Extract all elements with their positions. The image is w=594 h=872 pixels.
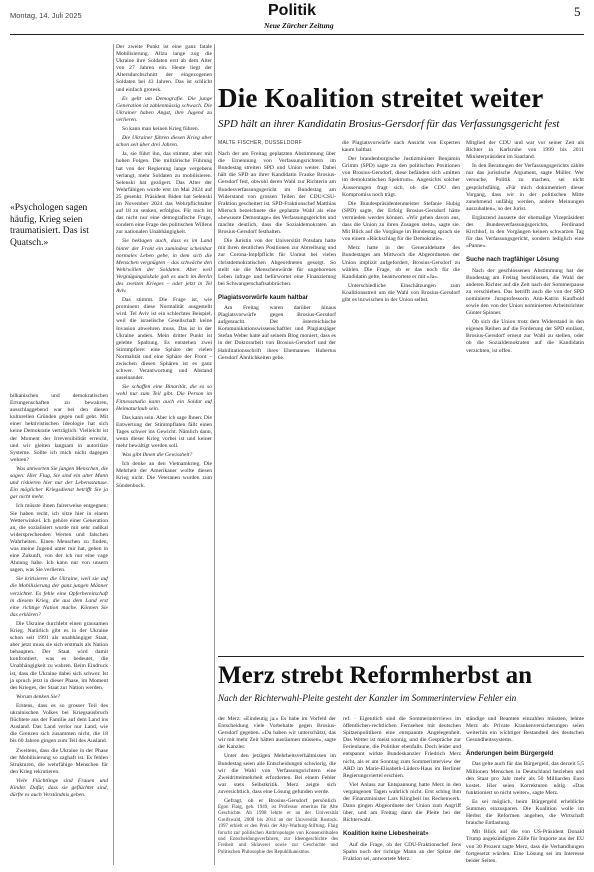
paragraph: Es sei möglich, beim Bürgergeld erhebliche Summen einzusparen. Die Koalition wolle im Herbst die Reformen angehen, die Wirtschaft brauche Entlastung. [466, 798, 584, 827]
column-divider [214, 44, 215, 865]
paragraph: Sie kritisieren die Ukraine, weil sie auf die Mobilisierung der ganz jungen Männer verzichtet. Es fehle eine Opferbereitschaft in diesem Krieg, die aus dem Land erst eine richtige Nation mache. Können Sie das erklären? [10, 576, 108, 618]
paragraph: Nach der geschlossenen Abstimmung hat der Bundestag am Freitag beschlossen, die Wahl der anderen Richter auf die Zeit nach der Sommerpause zu verschieben. Das betrifft auch die von der SPD nominierte Juraprofessorin Ann-Katrin Kaufhold sowie den von der Union nominierten Arbeitsrichter Günter Spinner. [466, 267, 584, 317]
paragraph: Mit Blick auf die von US-Präsident Donald Trump angekündigten Zölle für Importe aus der EU von 30 Prozent sagte Merz, dass die Verhandlungen fortgesetzt würden. Eine Lösung sei im Interesse beider Seiten. [466, 829, 584, 864]
paragraph: Viel Anlass zur Entspannung hatte Merz in den vergangenen Tagen wahrlich nicht. Erst schlug ihm der Finanzminister Lars Klingbeil ins Rechenwerk. Dann gingen Abgeordnete der Union zum Angriff über, und am Freitag dann die Pleite bei der Richterwahl. [343, 781, 461, 824]
paragraph: Ja, sie führt ihn, das stimmt, aber mit hohen Folgen. Die militärische Führung hat von der Regierung lange vergebens verlangt, mehr Soldaten zu mobilisieren. Selenski hat gezögert. Das Alter der Wehrfähigen wurde erst im Mai 2024 auf 25 gesenkt. Präsident Biden hat Selenski im November 2024 das Wehrpflichtalter auf 18 zu senken, erfolglos. Für mich ist das nicht nur eine demografische Frage, sondern eine Frage des politischen Willens zur nationalen Unabhängigkeit. [116, 151, 212, 236]
subheading: Änderungen beim Bürgergeld [466, 750, 554, 758]
main-subheadline: SPD hält an ihrer Kandidatin Brosius-Gersdorf für das Verfassungsgericht fest [218, 118, 560, 130]
paragraph: Unterschiedliche Einschätzungen zum Koalitionsstreit um die Wahl von Brosius-Gersdorf gibt es inzwischen in der Union selbst. [342, 282, 460, 303]
newspaper-name: Neue Zürcher Zeitung [264, 21, 334, 30]
paragraph: Die Bundespräsidentenmeister Stefanie Hubig (SPD) sagte, der Erfolg Brosius-Gersdorf hätte vermieden werden können. «Wir gehen davon aus, dass die Union zu ihren Zusagen steht», sagte sie. Mit Blick auf die Vorgänge im Bundestag sprach sie von einem «Rückschlag für die Demokratie». [342, 200, 460, 243]
paragraph: Worum denken Sie? [16, 693, 61, 700]
main-headline: Die Koalition streitet weiter [218, 83, 544, 113]
section-title: Politik [268, 2, 317, 19]
paragraph: Was gibt Ihnen die Gewissheit? [122, 452, 193, 459]
main-article-column-3 [466, 140, 584, 650]
paragraph: die Plagiatsvorwürfe nach Ansicht von Experten kaum haltbar. [342, 140, 460, 154]
subheading: Koalition keine Liebesheirat» [343, 830, 429, 838]
page-number: 5 [574, 4, 581, 19]
article-separator [218, 656, 584, 657]
paragraph: Ob sich die Union trotz dem Widerstand in den eigenen Reihen auf die Forderung der SPD einlässt, Brosius-Gersdorf erneut zur Wahl zu stellen, oder ob die Sozialdemokraten auf die Kandidatin verzichten, ist offen. [466, 319, 584, 354]
paragraph: Nach der am Freitag geplatzten Abstimmung über die Ernennung von Verfassungsrichtern im Bundestag streiten SPD und Union weiter. Dabei hält die SPD an ihrer Kandidatin Frauke Brosius-Gersdorf fest, obwohl deren Wahl zur Richterin am Bundesverfassungsgericht im Bundestag am Widerstand von grossen Teilen der CDU/CSU-Fraktion gescheitert ist. SPD-Fraktionschef Matthias Miersch bezeichnete die geplatzte Wahl als eine «bewusste Demontage» des Verfassungsgerichts und machte deutlich, dass die Sozialdemokraten an Brosius-Gersdorf festhalten. [218, 151, 336, 236]
left-article-column-2 [116, 44, 212, 865]
main-article-column-2 [342, 140, 460, 650]
paragraph: Auf die Frage, ob der CDU-Fraktionschef Jens Spahn noch der richtige Mann an der Spitze der Fraktion sei, antwortete Merz. [343, 841, 461, 862]
issue-date: Montag, 14. Juli 2025 [10, 11, 82, 20]
paragraph: Merz hatte in der Generaldebatte des Bundestages am Mittwoch die Abgeordneten der Union implizit aufgefordert, Brosius-Gersdorf zu wählen. Die Frage, ob er das noch für die Kandidatin gelte, beantwortete er mit «Ja». [342, 245, 460, 280]
paragraph: Mitglied der CDU und war vor seiner Zeit als Richter in Karlsruhe von 1999 bis 2011 Ministerpräsident im Saarland. [466, 140, 584, 161]
paragraph: Unter den jetzigen Mehrheitsverhältnissen im Bundestag seien alle Entscheidungen schwierig, die wir die Wahl von Verfassungsrichtern eine Zweidrittelmehrheit erforderten. Bei einem Fehler war stets Selbstkritik. Merz zeigte sich zuversichtlich, dass eine Lösung gefunden werde. [218, 753, 336, 795]
byline: MALTE FISCHER, DÜSSELDORF [218, 140, 303, 146]
paragraph: So kann man keinen Krieg führen. [122, 126, 200, 133]
second-article-column-1 [343, 716, 461, 866]
second-subheadline: Nach der Richterwahl-Pleite gesteht der Kanzler im Sommerinterview Fehler ein [218, 693, 517, 703]
paragraph: ständige und Beamten einzahlen müssten, lehnte Merz ab. Private Krankenversicherungen seien weiterhin ein wichtiger Bestandteil des deutschen Gesundheitssystems. [466, 716, 584, 744]
paragraph: Die Juristin von der Universität Potsdam hatte mit ihren deutlichen Positionen zur Abtreibung und zur Corona-Impfpflicht für Unmut bei vielen christdemokratischen Abgeordneten gesorgt. So stellt sie die Menschenwürde für ungeborenes Leben infrage und befürwortet eine Finanzierung bei Schwangerschaftsabbrüchen. [218, 238, 336, 287]
paragraph: Der brandenburgische Justizminister Benjamin Grimm (SPD) sagte zu den politischen Positionen von Brosius-Gersdorf, diese befänden sich «mitten im demokratischen Spektrum». Angesichts solcher Äusserungen fragt sich, ob die CDU den Kompromiss noch trägt. [342, 156, 460, 198]
main-article-column-1 [218, 140, 336, 650]
paragraph: Das gelte auch für das Bürgergeld, das derzeit 5,5 Millionen Menschen in Deutschland beziehen und den Staat pro Jahr mehr als 50 Milliarden Euro kostet. Hier seien Korrekturen nötig. «Das funktioniert so nicht weiter», sagte Merz. [466, 761, 584, 796]
paragraph: ref. · Eigentlich sind die Sommerinterviews im öffentlichen-rechtlichen Fernsehen mit deutschen Spitzenpolitikern eine entspannte Angelegenheit. Das Wetter ist meist sonnig, und die Gespräche zur Ferienlaune, die Politiker ebenfalls. Doch leider und entspannt wirkte Bundeskanzler Friedrich Merz nicht, als er am Sonntag zum Sommerinterview der ARD im Marie-Elisabeth-Lüders-Haus im Berliner Regierungsviertel erschien. [343, 716, 461, 779]
paragraph: bilkanischen und demokratischen Errungenschaften zu bewahren, ausschlaggebend war bei den diesen kulturellen Gründen gegen null geht. Mit einer hektivistischen Ideologie hat sich keine Demokratie verträglich. Vielleicht ist der Moment der Irreversibilität erreicht, und wir gleiten langsam in autoritäre Systeme. Sollte ich mich nicht dagegen wehren? [10, 393, 108, 463]
paragraph: Was antworten Sie jungen Menschen, die sagen: Hier Flug, Sie sind ein alter Mann und riskieren hier nur der Lebensstatuse. Ein möglicher Kriegsdienst betrifft Sie ja gar nicht mehr. [10, 465, 108, 501]
interview-continuation [218, 716, 336, 804]
paragraph: Es geht um Demografie. Die junge Generation ist zahlenmässig schwach. Die Ukrainer haben Angst, ihre Jugend zu verlieren. [116, 95, 212, 123]
paragraph: In den Beratungen der Verfassungsgerichts zählte nur das juristische Argument, sagte Müller. Wer versuche, Politik zu machen, sei nicht gesprächsfähig. «Für mich dokumentiert dieser Vorgang, dass wir in der politischen Mitte zunehmend unfähig werden, andere Meinungen auszuhalten», so der Jurist. [466, 163, 584, 212]
paragraph: Die Ukraine durchlebt einen grausamen Krieg. Natürlich gibt es in der Ukraine schon seit 1991 als unabhängiger Staat, aber jetzt muss sie sich erstmals als Nation behaupten. Der Staat wird damit konfrontiert, was es bedeutet, die Unabhängigkeit zu wahren. Beim Eindruck ist, dass die Ukraine dabei sich schwer. Ist ja spruch jetzt in dieser Phase, im Moment des Krieges, der Staat zur Nation werden. [10, 620, 108, 691]
subheading: Plagiatsvorwürfe kaum haltbar [218, 293, 309, 301]
paragraph: Die Ukrainer führen diesen Krieg aber schon seit über drei Jahren. [116, 135, 212, 149]
paragraph: der Merz: «Eindeutig ja.» Es habe im Vorfeld der Entscheidung viele Vorbehalte gegen Brosius-Gersdorf gegeben. «Da haben wir unterschätzt, das wir mit mehr Zeit hätten ausräumen müssen», sagte der Kanzler. [218, 716, 336, 751]
paragraph: Das kann sein. Aber ich sage Ihnen: Die Entwertung der Stimmpflaten fällt einen Tages schwer ins Gewicht. Nämlich dann, wenn dieser Krieg vorbei ist und keiner mehr bewältigt werden soll. [116, 414, 212, 450]
second-article-column-3 [466, 716, 584, 866]
paragraph: Ergänzend äusserte der ehemalige Vizepräsident des Bundesverfassungsgerichts, Ferdinand Kirchhof, in den Vorgängen keinen schwarzen Tag für das Verfassungsgericht, sondern lediglich eine «Panne». [466, 214, 584, 250]
paragraph: Viele Flüchtlinge sind Frauen und Kinder. Dafür, dass sie geflüchtet sind, dürfte es auch Verständnis geben. [10, 777, 108, 799]
header-rule [10, 34, 584, 35]
paragraph: Der zweite Punkt ist eine ganz fatale Mobilisierung. Allzu lange zog die Ukraine ihre Soldaten erst ab dem Alter von 27 Jahren ein. Heute liegt der Altersdurchschnitt der eingezogenen Soldaten bei 43 Jahren. Das ist schlicht und einfach grotesk. [116, 44, 212, 93]
paragraph: Das stimmt. Die Frage ist, wie prominent diese Normalität ausgestellt wird. Tel Aviv ist ein schlechtes Beispiel, weil die israelische Gesellschaft keine Invasion abwehren muss. Das ist in der Ukraine anders. Mein dritter Punkt ist gelebte Spaltung. Es entstehen zwei Stimmpfiere: eine Sphäre der vielen Normalität und eine Sphäre der Front – zwischen diesen Sphären ist es ganz schwer. Verantwortung und Abstand auseinander. [116, 297, 212, 382]
paragraph: Erstens, dass es so grosser Teil des ukrainischen Volkes bei Kriegsausbruch flüchtete aus der Familie auf dem Land ins Ausland. Das Land verlor nur Land, wie die Grenzen sich zusammen nicht, die 18 bis 60 Jahren gingen zum Teil des Ausland. [10, 702, 108, 745]
column-divider [113, 44, 114, 865]
paragraph: Gefragt, ob er Brosius-Gersdorf persönlich [224, 798, 336, 804]
paragraph: Sie beklagen auch, dass es im Land hinter der Front ein zumindest scheinbar normales Leben gebe, in dem sich die Menschen vergnügten – das schwäche den Wehrwillen der Soldaten. Aber weil Vergnügungslokale gab es auch im Berlin des zweiten Krieges – oder jetzt in Tel Aviv. [116, 238, 212, 295]
pull-quote: «Psychologen sagen häufig, Krieg seien traumatisiert. Das ist Quatsch.» [10, 203, 89, 248]
paragraph: Zweitens, dass die Ukraine in der Phase der Mobilisierung so zaghaft ist. Es fehlen Strukturen, die wehrfähige Menschen für den Krieg rekrutieren. [10, 747, 108, 775]
subheading: Suche nach tragfähiger Lösung [466, 256, 559, 264]
paragraph: Sie schaffen eine Binarität, die es so wohl nur zum Teil gibt. Die Person im Fitnessstudio kann auch ein Soldat auf Heimaturlaub sein. [116, 384, 212, 412]
left-article-column-1 [10, 393, 108, 865]
author-bio: Egon Flaig, geb. 1949, ist Professor emeritus für Alte Geschichte. Ab 1998 lehrte er an der Universität Greifswald, 2008 bis 2014 an der Universität Rostock. 1997 erhielt er den Preis der Aby-Warburg-Stiftung. Flaig forscht zur politischen Anthropologie von Konsensritualen und Entscheidungsverfahren, zur Ideengeschichte des Freiheit und Sklaverei sowie zur Geschichte und Politischen Philosophie des Republikanismus. [218, 805, 338, 855]
paragraph: Ich müsste ihnen fairerweise entgegnen: Sie haben recht, ich sitze hier in einem Wetterwinkel. Ich gehöre einer Generation an, die sozialisiert wurde mit sehr radikal widersprechenden Werten und falschen Wahrheiten. Einen Menschen zu finden, was meine Jugend unter mir hat, gehen in eine Zukunft, von der ich nur eine vage Ahnung habe. Ich kann nur von unsern sagen, was Sie verlieren. [10, 503, 108, 574]
paragraph: Ich denke an den Vietnamkrieg. Die Mehrheit der Amerikaner wollte diesen Krieg nicht. Die Veteranen wurden zum Sündenbock. [116, 461, 212, 489]
paragraph: Am Freitag waren darüber hinaus Plagiatsvorwürfe gegen Brosius-Gersdorf aufgetaucht. Der österreichische Kommunikationswissenschaftler und Plagiatsjäger Stefan Weber hatte auf seinem Blog moniert, dass es in der Doktorarbeit von Brosius-Gersdorf und der Habilitationsschrift ihres Ehemannes Hubertus Gersdorf Ähnlichkeiten gebe. [218, 304, 336, 361]
second-headline: Merz strebt Reformherbst an [218, 662, 533, 689]
